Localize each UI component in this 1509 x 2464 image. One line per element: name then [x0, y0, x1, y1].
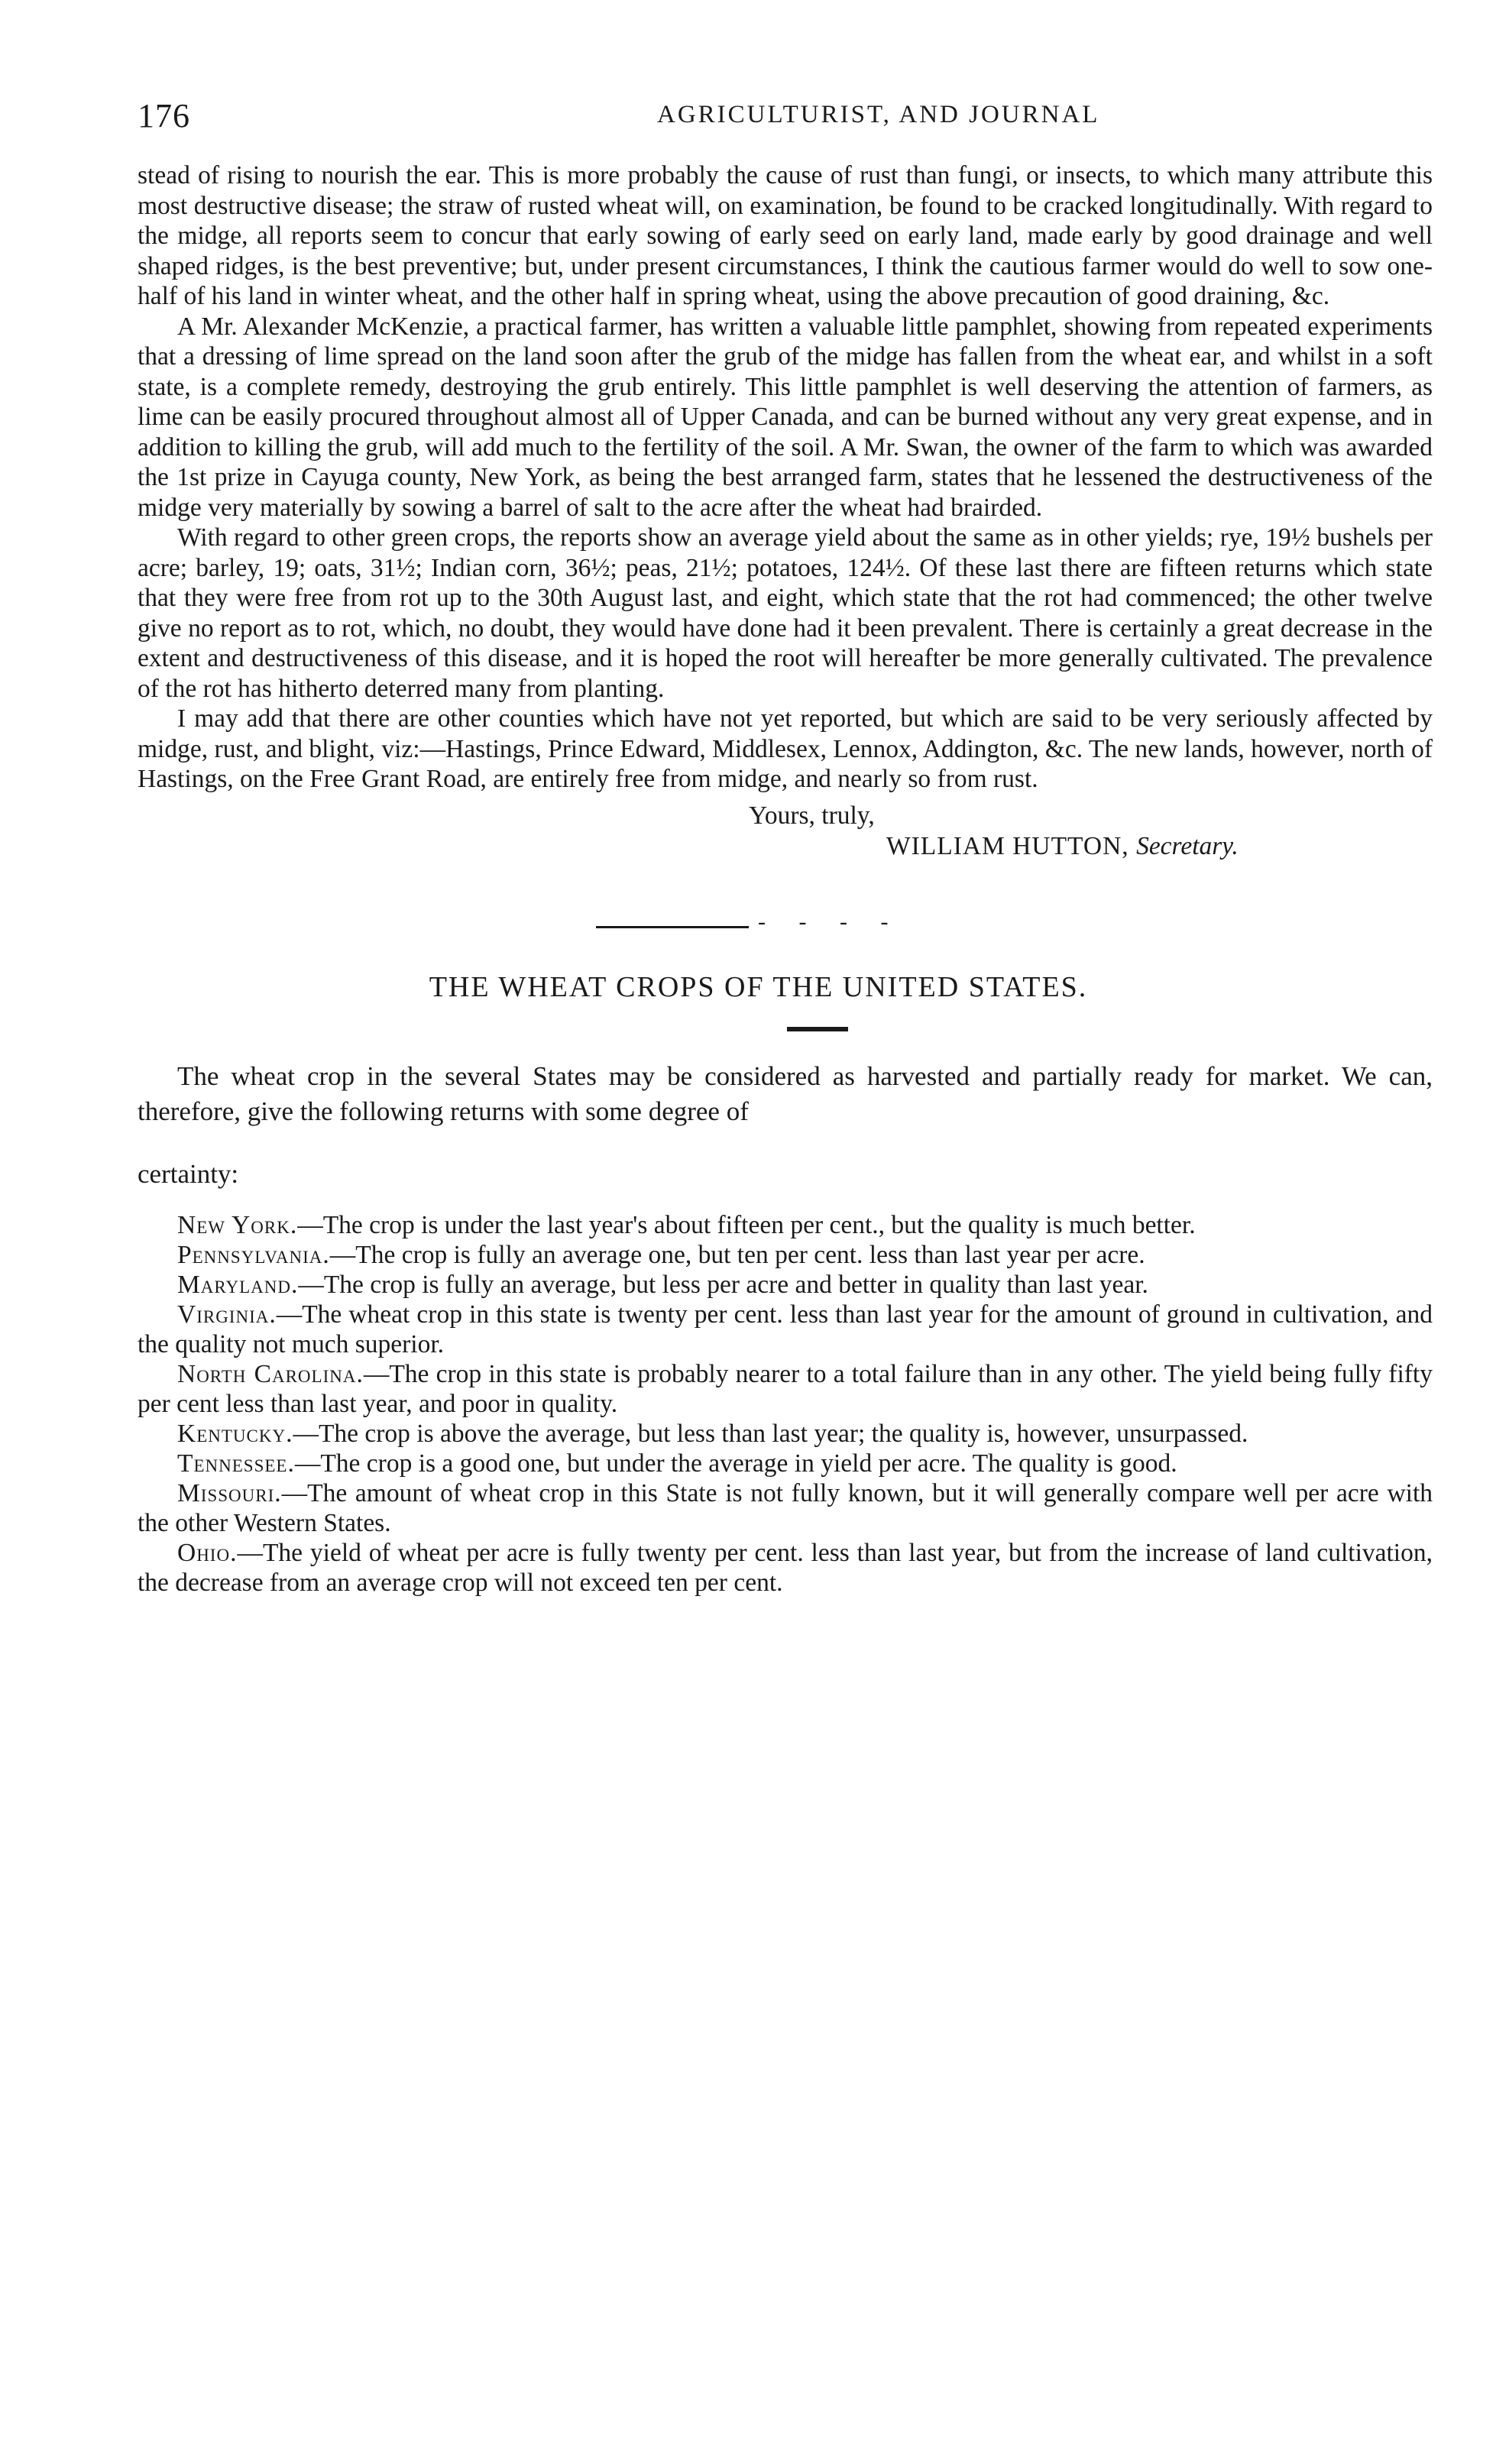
- letter-paragraph: I may add that there are other counties which have not yet reported, but which are said to be very seriously affected by midge, rust, and blight, viz:—Hastings, Prince Edward, Middlesex, Lennox, Addington, &c. The new lands, however, north of Hastings, on the Free Grant Road, are entirely free from midge, and nearly so from rust.: [138, 704, 1433, 793]
- state-name: New York.: [177, 1210, 298, 1239]
- running-title: AGRICULTURIST, AND JOURNAL: [657, 101, 1100, 128]
- state-name: Virginia.: [177, 1300, 277, 1329]
- state-report: [138, 1449, 1433, 1478]
- state-report: [138, 1538, 1433, 1598]
- letter-paragraph: A Mr. Alexander McKenzie, a practical farmer, has written a valuable little pamphlet, showing from repeated experiments that a dressing of lime spread on the land soon after the grub of the midge has fallen from the wheat ear, and whilst in a soft state, is a complete remedy, destroying the grub entirely. This little pamphlet is well deserving the attention of farmers, as lime can be easily procured throughout almost all of Upper Canada, and can be burned without any very great expense, and in addition to killing the grub, will add much to the fertility of the soil. A Mr. Swan, the owner of the farm to which was awarded the 1st prize in Cayuga county, New York, as being the best arranged farm, states that he lessened the destructiveness of the midge very materially by sowing a barrel of salt to the acre after the wheat had brairded.: [138, 312, 1433, 522]
- state-report: [138, 1270, 1433, 1300]
- state-report-text: —The wheat crop in this state is twenty per cent. less than last year for the amount of ground in cultivation, and the quality not much superior.: [138, 1300, 1433, 1358]
- signature-title: Secretary.: [1136, 831, 1239, 860]
- state-report-text: —The amount of wheat crop in this State is not fully known, but it will generally compare well per acre with the other Western States.: [138, 1478, 1433, 1537]
- state-report-text: —The crop in this state is probably nearer to a total failure than in any other. The yield being fully fifty per cent less than last year, and poor in quality.: [138, 1359, 1433, 1418]
- state-report: [138, 1419, 1433, 1449]
- state-report-text: —The crop is fully an average one, but ten per cent. less than last year per acre.: [329, 1240, 1145, 1269]
- state-report-text: —The crop is under the last year's about fifteen per cent., but the quality is much better.: [297, 1210, 1196, 1239]
- letter-body: [138, 160, 1433, 795]
- signature: [138, 831, 1433, 862]
- state-name: Missouri.: [177, 1478, 282, 1507]
- state-report: [138, 1240, 1433, 1270]
- state-report-text: —The crop is fully an average, but less per acre and better in quality than last year.: [298, 1270, 1148, 1299]
- letter-paragraph: stead of rising to nourish the ear. This is more probably the cause of rust than fungi, or insects, to which many attribute this most destructive disease; the straw of rusted wheat will, on examination, be found to be cracked longitudinally. With regard to the midge, all reports seem to concur that early sowing of early seed on early land, made early by good drainage and well shaped ridges, is the best preventive; but, under present circumstances, I think the cautious farmer would do well to sow one-half of his land in winter wheat, and the other half in spring wheat, using the above precaution of good draining, &c.: [138, 161, 1433, 310]
- state-reports: [138, 1210, 1433, 1598]
- state-report-text: —The crop is above the average, but less than last year; the quality is, however, unsurpassed.: [293, 1419, 1248, 1448]
- state-report-text: —The yield of wheat per acre is fully twenty per cent. less than last year, but from the increase of land cultivation, the decrease from an average crop will not exceed ten per cent.: [138, 1538, 1433, 1597]
- state-report: [138, 1210, 1433, 1240]
- article-intro-last: certainty:: [138, 1158, 239, 1189]
- divider-rule: [596, 926, 749, 928]
- state-report-text: —The crop is a good one, but under the average in yield per acre. The quality is good.: [294, 1449, 1177, 1478]
- state-name: Pennsylvania.: [177, 1240, 330, 1269]
- state-report: [138, 1300, 1433, 1359]
- divider-dots: - - - -: [758, 908, 902, 934]
- signature-name: WILLIAM HUTTON,: [886, 831, 1129, 860]
- article-intro: The wheat crop in the several States may be considered as harvested and partially ready for market. We can, therefore, give the following returns with some degree of: [138, 1060, 1433, 1126]
- state-report: [138, 1359, 1433, 1419]
- page-number: 176: [138, 97, 190, 134]
- article-title: THE WHEAT CROPS OF THE UNITED STATES.: [429, 970, 1088, 1003]
- state-name: Ohio.: [177, 1538, 238, 1567]
- running-head: [138, 96, 1433, 142]
- title-rule: [787, 1027, 848, 1031]
- letter-paragraph: With regard to other green crops, the reports show an average yield about the same as in other yields; rye, 19½ bushels per acre; barley, 19; oats, 31½; Indian corn, 36½; peas, 21½; potatoes, 124½. Of these last there are fifteen returns which state that they were free from rot up to the 30th August last, and eight, which state that the rot had commenced; the other twelve give no report as to rot, which, no doubt, they would have done had it been prevalent. There is certainly a great decrease in the extent and destructiveness of this disease, and it is hoped the root will hereafter be more generally cultivated. The prevalence of the rot has hitherto deterred many from planting.: [138, 523, 1433, 703]
- state-name: Tennessee.: [177, 1449, 295, 1478]
- letter-closing: [138, 801, 1433, 862]
- state-name: Maryland.: [177, 1270, 299, 1299]
- section-divider: [138, 900, 1433, 954]
- state-name: Kentucky.: [177, 1419, 293, 1448]
- closing-salutation: Yours, truly,: [749, 801, 875, 830]
- state-report: [138, 1478, 1433, 1538]
- state-name: North Carolina.: [177, 1359, 364, 1388]
